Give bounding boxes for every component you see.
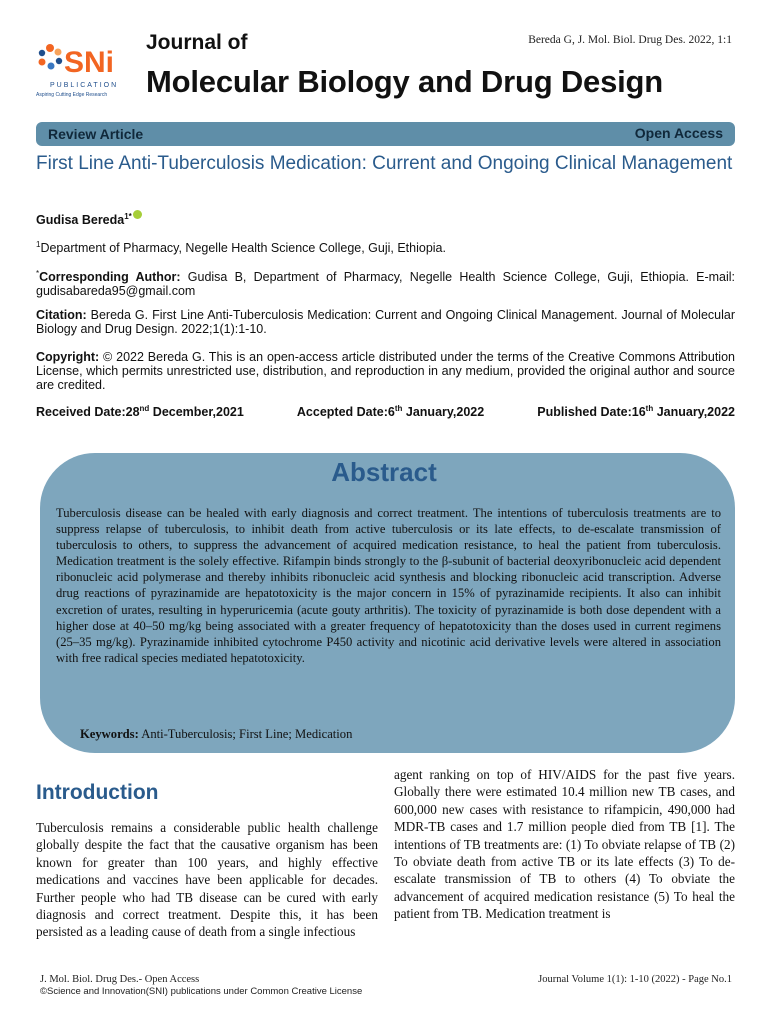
- header-citation: Bereda G, J. Mol. Biol. Drug Des. 2022, 1:1: [528, 34, 732, 46]
- accepted-date: [297, 404, 484, 419]
- accepted-label: Accepted Date:6: [296, 405, 395, 420]
- published-label: Published Date:16: [537, 405, 646, 420]
- received-date: [36, 404, 244, 419]
- accepted-sup: th: [394, 404, 403, 413]
- affiliation-mark: 1: [36, 240, 41, 249]
- citation-label: Citation:: [36, 308, 87, 322]
- published-date: [537, 404, 735, 419]
- keywords-label: Keywords:: [80, 727, 139, 741]
- introduction-heading: Introduction: [36, 781, 159, 804]
- abstract-text: Tuberculosis disease can be healed with early diagnosis and correct treatment. The intentions of tuberculosis treatments are to suppress relapse of tuberculosis, to inhibit death from active tuberculosis or its late effects, to de-escalate transmission of tuberculosis to others, to suppress the advancement of acquired medication resistance, to heal the patient from tuberculosis. Medication treatment is the solely effective. Rifampin binds strongly to the β-subunit of bacterial deoxyribonucleic acid dependent ribonucleic acid polymerase and thereby inhibits ribonucleic acid synthesis and blocking ribonucleic acid transcription. Adverse drug reactions of pyrazinamide are hepatotoxicity is the major concern in 15% of pyrazinamide recipients. It also can inhibit excretion of urates, resulting in hyperuricemia (acute gouty arthritis). The toxicity of pyrazinamide is both dose dependent with a higher dose at 40–50 mg/kg being associated with a greater frequency of hepatotoxicity than the doses used in current regimens (25–35 mg/kg). Pyrazinamide inhibited cytochrome P450 activity and nicotinic acid derivative levels were altered in association with free radical species mediated hepatotoxicity.: [56, 506, 721, 665]
- logo-letters: SNi: [64, 46, 115, 79]
- affiliation: [36, 238, 735, 255]
- article-title: First Line Anti-Tuberculosis Medication: Current and Ongoing Clinical Management: [36, 153, 733, 174]
- citation-block: [36, 308, 735, 336]
- keywords-text: Anti-Tuberculosis; First Line; Medication: [138, 727, 353, 741]
- dates-line: [36, 404, 735, 419]
- received-rest: December,2021: [149, 405, 244, 420]
- introduction-right-column: agent ranking on top of HIV/AIDS for the past five years. Globally there were estimated 10.4 million new TB cases, and 600,000 new cases with resistance to rifampicin, 490,000 had MDR-TB cases and 1.7 million people died from TB [1]. The intentions of TB treatments are: (1) To obviate relapse of TB (2) To obviate death from active TB or its late effects (3) To de-escalate transmission of TB to others (4) To obviate the advancement of acquired medication resistance (5) To heal the patient from TB. Medication treatment is: [394, 767, 735, 922]
- article-type: Review Article: [48, 126, 144, 142]
- footer-page-info: Journal Volume 1(1): 1-10 (2022) - Page No.1: [538, 974, 732, 985]
- footer-license: ©Science and Innovation(SNI) publications under Common Creative License: [40, 986, 363, 997]
- sni-logo-icon: [36, 40, 136, 102]
- copyright-block: [36, 350, 735, 392]
- author-marks: 1*: [124, 212, 132, 221]
- corresponding-label: Corresponding Author:: [39, 270, 181, 285]
- copyright-text: © 2022 Bereda G. This is an open-access article distributed under the terms of the Creative Commons Attribution License, which permits unrestricted use, distribution, and reproduction in any medium, provided the original author and source are credited.: [36, 350, 735, 392]
- corresponding-text: Gudisa B, Department of Pharmacy, Negelle Health Science College, Guji, Ethiopia. E-mail: gudisabareda95@gmail.com: [36, 270, 736, 299]
- open-access-label: Open Access: [634, 125, 723, 141]
- affiliation-text: Department of Pharmacy, Negelle Health Science College, Guji, Ethiopia.: [40, 241, 446, 256]
- citation-text: Bereda G. First Line Anti-Tuberculosis Medication: Current and Ongoing Clinical Management. Journal of Molecular Biology and Drug Design. 2022;1(1):1-10.: [36, 308, 735, 336]
- journal-of: Journal of: [146, 31, 248, 54]
- journal-name: Molecular Biology and Drug Design: [146, 64, 664, 99]
- published-rest: January,2022: [653, 405, 735, 420]
- received-sup: nd: [139, 404, 150, 413]
- publisher-logo: [36, 40, 136, 102]
- accepted-rest: January,2022: [402, 405, 485, 420]
- published-sup: th: [645, 404, 654, 413]
- article-type-bar: [36, 122, 735, 146]
- author-name: Gudisa Bereda: [36, 213, 125, 228]
- author-line: [36, 210, 735, 227]
- corresponding-mark: *: [36, 269, 40, 278]
- introduction-left-column: Tuberculosis remains a considerable public health challenge globally despite the fact that the causative organism has been known for greater than 100 years, and highly effective medications and vaccines have been applicable for decades. Further people who had TB disease can be cured with early diagnosis and correct treatment. Despite this, it has been persisted as a leading cause of death from a single infectious: [36, 820, 378, 940]
- orcid-icon[interactable]: [133, 210, 142, 219]
- logo-publication: PUBLICATION: [50, 82, 119, 89]
- corresponding-author: [36, 267, 735, 298]
- keywords: [80, 727, 352, 742]
- copyright-label: Copyright:: [36, 350, 100, 364]
- received-label: Received Date:28: [36, 405, 140, 420]
- footer-journal: J. Mol. Biol. Drug Des.- Open Access: [40, 974, 200, 985]
- abstract-heading: Abstract: [331, 457, 437, 487]
- logo-tagline: Aspiring Cutting Edge Research: [36, 92, 108, 98]
